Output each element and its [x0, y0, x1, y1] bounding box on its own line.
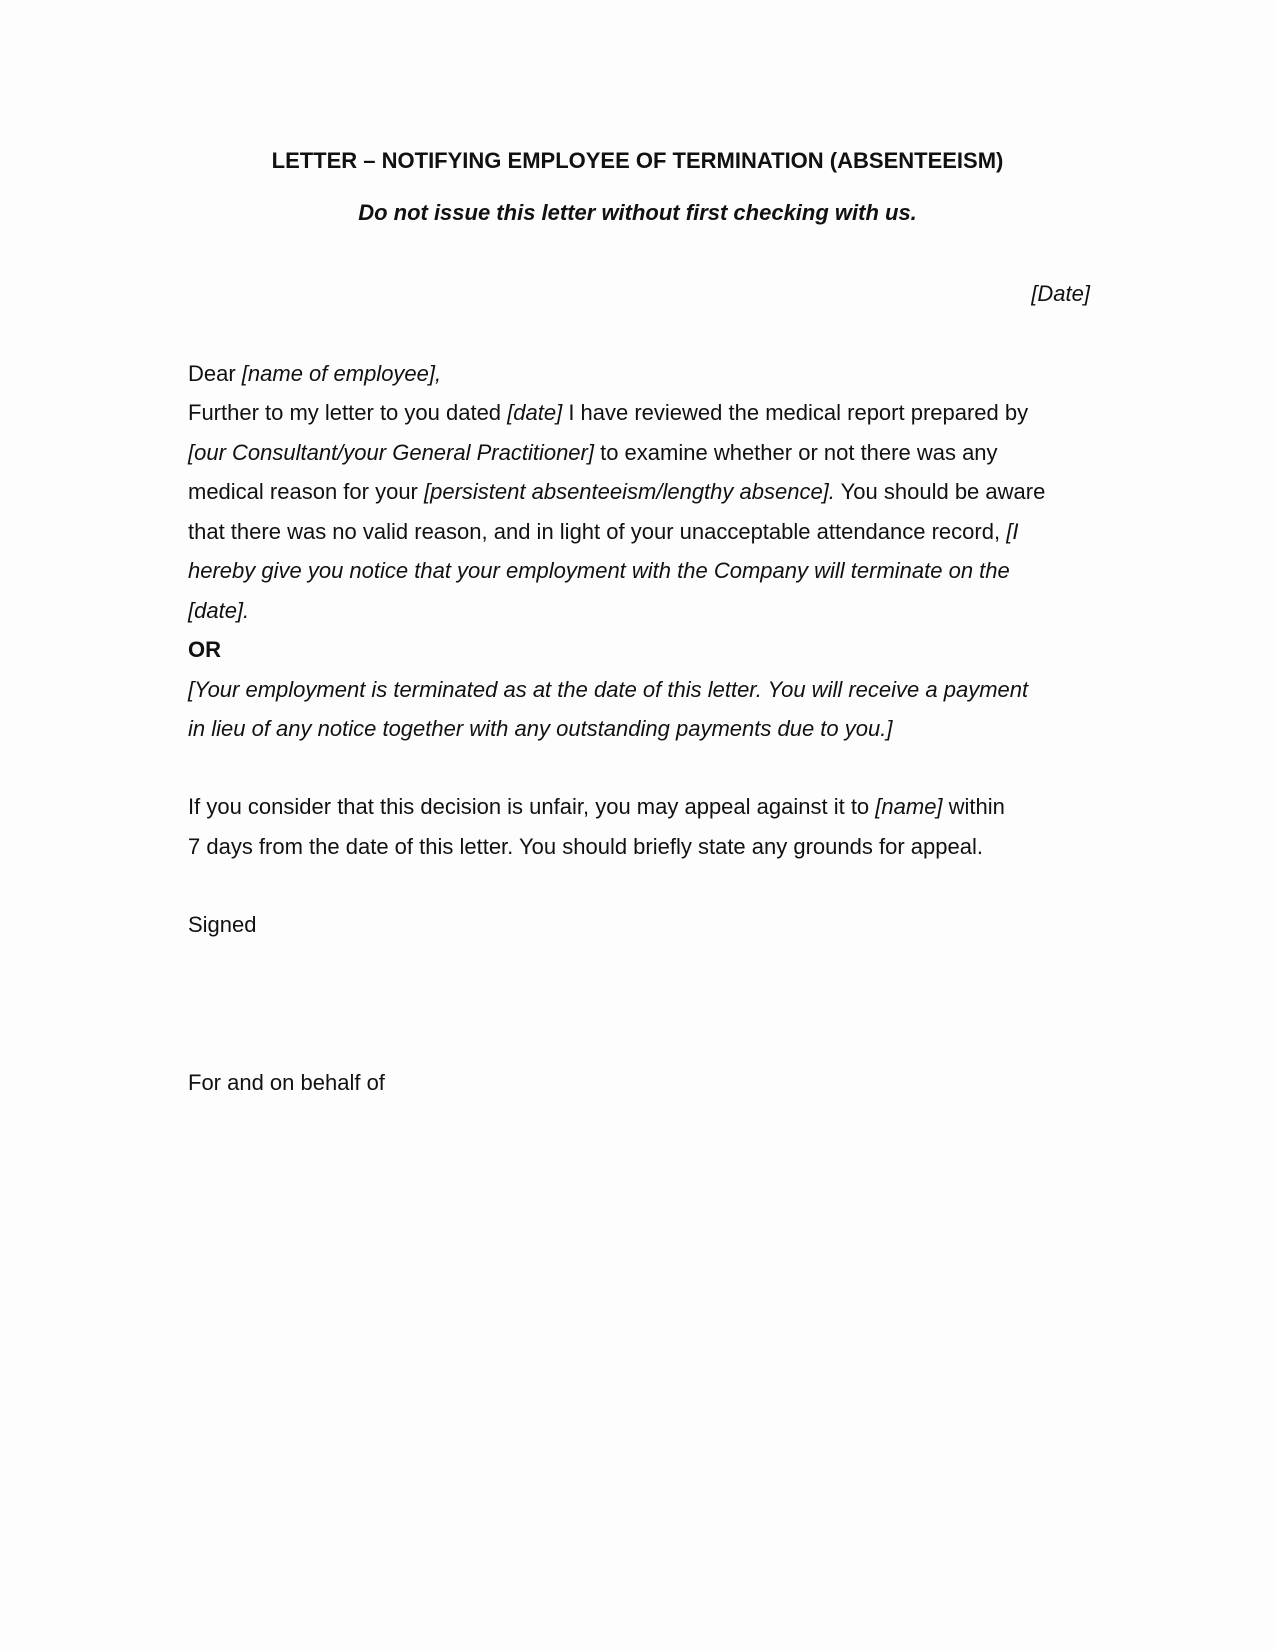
text-run: You should be aware — [834, 479, 1046, 504]
text-run: 7 days from the date of this letter. You should briefly state any grounds for appeal. — [188, 833, 983, 859]
absence-placeholder: [persistent absenteeism/lengthy absence]. — [424, 479, 835, 504]
paragraph-medical-report — [188, 393, 1088, 749]
paragraph-line — [188, 472, 1088, 512]
text-run: within — [942, 794, 1005, 819]
paragraph-line — [188, 393, 1088, 433]
paragraph-line — [188, 512, 1088, 552]
date-placeholder-inline: [date] — [507, 400, 563, 425]
consultant-placeholder: [our Consultant/your General Practitioner] — [188, 439, 594, 465]
text-run: that there was no valid reason, and in light of your unacceptable attendance record, — [188, 518, 1007, 544]
warning-note: Do not issue this letter without first checking with us. — [358, 200, 917, 225]
signed-label: Signed — [188, 912, 257, 937]
or-label-text: OR — [188, 637, 221, 662]
or-label — [188, 630, 1088, 670]
notice-placeholder-end: [date]. — [188, 597, 250, 623]
text-run: If you consider that this decision is unfair, you may appeal against it to — [188, 794, 876, 819]
alternative-termination-text: [Your employment is terminated as at the date of this letter. You will receive a payment — [188, 676, 1029, 702]
date-placeholder: [Date] — [1031, 281, 1090, 306]
text-run: Further to my letter to you dated — [188, 400, 508, 425]
employee-name-placeholder: [name of employee], — [241, 361, 442, 386]
behalf-label: For and on behalf of — [188, 1070, 385, 1095]
text-run: I have reviewed the medical report prepared by — [562, 400, 1029, 425]
paragraph-line — [188, 709, 1088, 749]
paragraph-line — [188, 670, 1088, 710]
appeal-name-placeholder: [name] — [875, 794, 943, 819]
notice-placeholder: hereby give you notice that your employment with the Company will terminate on the — [188, 558, 1010, 583]
alternative-termination-text: in lieu of any notice together with any outstanding payments due to you.] — [188, 716, 893, 741]
notice-placeholder-start: [I — [1006, 518, 1019, 544]
text-run: to examine whether or not there was any — [593, 439, 998, 465]
text-run: medical reason for your — [188, 479, 424, 504]
paragraph-line — [188, 591, 1088, 631]
salutation-dear: Dear — [188, 361, 242, 386]
paragraph-appeal — [188, 787, 1088, 866]
paragraph-line — [188, 551, 1088, 591]
paragraph-line — [188, 787, 1088, 827]
paragraph-line — [188, 433, 1088, 473]
paragraph-line — [188, 827, 1088, 867]
salutation — [188, 354, 1088, 394]
letter-title: LETTER – NOTIFYING EMPLOYEE OF TERMINATION (ABSENTEEISM) — [271, 148, 1004, 173]
